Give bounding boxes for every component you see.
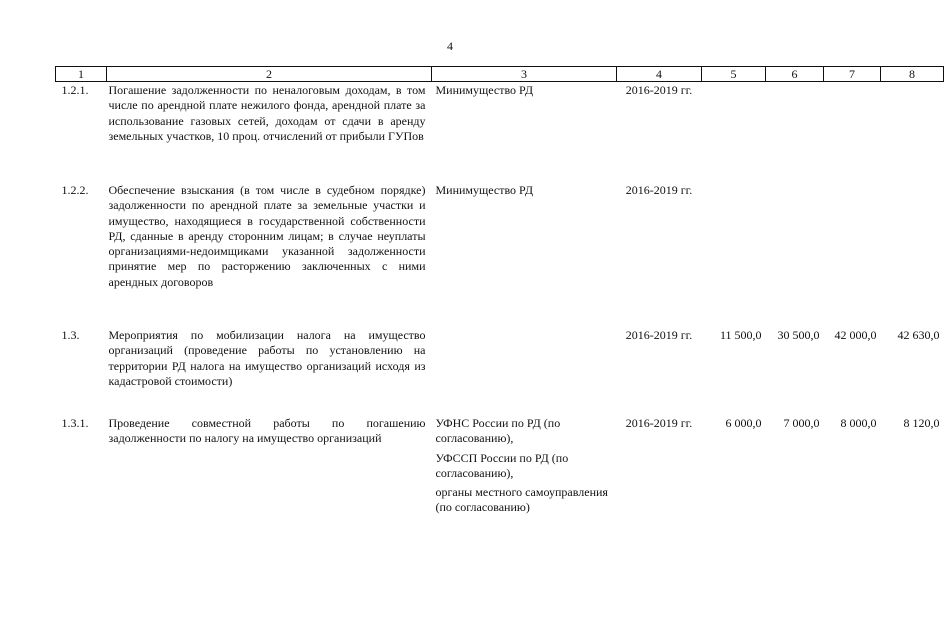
item-number: 1.2.1.	[61, 83, 89, 97]
column-number: 2	[107, 67, 432, 82]
executor-line: УФССП России по РД (по согласованию),	[435, 450, 569, 480]
amount-col5: 11 500,0	[719, 328, 762, 342]
item-executor	[432, 327, 617, 415]
table-row	[56, 182, 944, 327]
item-number: 1.3.	[61, 328, 80, 342]
amount-col6: 7 000,0	[783, 416, 820, 430]
item-description: Мероприятия по мобилизации налога на имущество организаций (проведение работы по установлению на территории РД налога на имущество организаций исходя из кадастровой стоимости)	[108, 328, 426, 388]
item-period: 2016-2019 гг.	[625, 416, 693, 430]
amount-col6	[766, 182, 824, 327]
amount-col5	[702, 82, 766, 183]
column-number: 7	[824, 67, 881, 82]
amount-col7	[824, 82, 881, 183]
item-period: 2016-2019 гг.	[625, 183, 693, 197]
item-period: 2016-2019 гг.	[625, 328, 693, 342]
column-number-row	[56, 67, 944, 82]
table-row	[56, 415, 944, 526]
column-number: 4	[617, 67, 702, 82]
column-number: 8	[881, 67, 944, 82]
item-number: 1.3.1.	[61, 416, 89, 430]
amount-col6	[766, 82, 824, 183]
column-number: 6	[766, 67, 824, 82]
executor-line: УФНС России по РД (по согласованию),	[435, 416, 561, 446]
item-period: 2016-2019 гг.	[625, 83, 693, 97]
amount-col6: 30 500,0	[777, 328, 820, 342]
amount-col7	[824, 182, 881, 327]
item-number: 1.2.2.	[61, 183, 89, 197]
item-executor	[432, 82, 617, 183]
page-number: 4	[447, 39, 453, 53]
amount-col5: 6 000,0	[725, 416, 762, 430]
executor-line: органы местного самоуправления (по согласованию)	[435, 485, 608, 515]
executor-line: Минимущество РД	[435, 83, 534, 97]
item-description: Погашение задолженности по неналоговым доходам, в том числе по арендной плате нежилого фонда, арендной плате за использование газовых сетей, доходам от сдачи в аренду земельных участков, 10 проц. отчислений от прибыли ГУПов	[108, 83, 426, 143]
table-row	[56, 82, 944, 183]
item-description: Проведение совместной работы по погашению задолженности по налогу на имущество организаций	[108, 416, 426, 446]
column-number: 1	[56, 67, 107, 82]
amount-col8	[881, 82, 944, 183]
item-description: Обеспечение взыскания (в том числе в судебном порядке) задолженности по арендной плате за земельные участки и имущество, находящиеся в государственной собственности РД, сданные в аренду сторонним лицам; в случае неуплаты организациями-недоимщиками указанной задолженности принятие мер по расторжению заключенных с ними арендных договоров	[108, 183, 426, 289]
amount-col8	[881, 182, 944, 327]
amount-col5	[702, 182, 766, 327]
item-executor	[432, 415, 617, 526]
column-number: 5	[702, 67, 766, 82]
item-executor	[432, 182, 617, 327]
executor-line: Минимущество РД	[435, 183, 534, 197]
amount-col7: 42 000,0	[834, 328, 877, 342]
measures-table	[55, 66, 944, 526]
amount-col8: 8 120,0	[903, 416, 940, 430]
column-number: 3	[432, 67, 617, 82]
table-row	[56, 327, 944, 415]
amount-col7: 8 000,0	[840, 416, 877, 430]
amount-col8: 42 630,0	[897, 328, 940, 342]
